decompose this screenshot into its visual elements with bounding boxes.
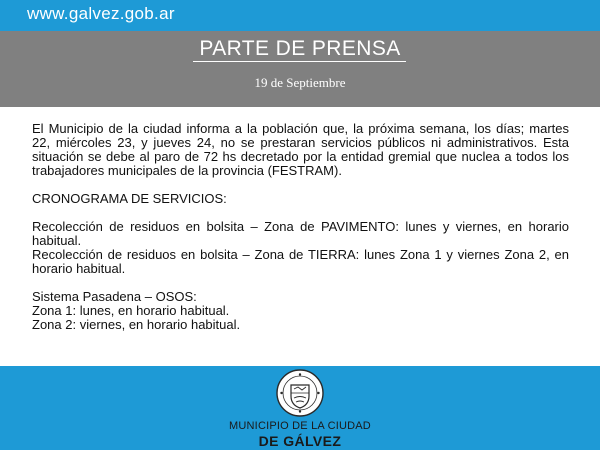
municipal-seal-icon	[275, 368, 325, 418]
footer	[0, 366, 600, 450]
press-release-body	[32, 122, 569, 332]
page-title: PARTE DE PRENSA	[199, 37, 401, 60]
footer-city-name: DE GÁLVEZ	[258, 433, 342, 449]
zone-item-1: Zona 1: lunes, en horario habitual.	[32, 303, 230, 318]
title-underline	[193, 61, 406, 62]
footer-municipality-line: MUNICIPIO DE LA CIUDAD	[229, 420, 371, 432]
spacer	[32, 206, 569, 220]
site-url[interactable]: www.galvez.gob.ar	[27, 4, 175, 23]
zone-item-2: Zona 2: viernes, en horario habitual.	[32, 317, 241, 332]
spacer	[32, 178, 569, 192]
header-band	[0, 31, 600, 107]
schedule-heading: CRONOGRAMA DE SERVICIOS:	[32, 191, 227, 206]
schedule-item-tierra: Recolección de residuos en bolsita – Zona de TIERRA: lunes Zona 1 y viernes Zona 2, en horario habitual.	[32, 247, 569, 276]
spacer	[32, 276, 569, 290]
schedule-item-pavimento: Recolección de residuos en bolsita – Zona de PAVIMENTO: lunes y viernes, en horario habitual.	[32, 219, 569, 248]
system-heading: Sistema Pasadena – OSOS:	[32, 289, 197, 304]
top-bar	[0, 0, 600, 31]
intro-paragraph: El Municipio de la ciudad informa a la población que, la próxima semana, los días; martes 22, miércoles 23, y jueves 24, no se prestaran servicios públicos ni administrativos. Esta situación se debe al paro de 72 hs decretado por la entidad gremial que nuclea a todos los trabajadores municipales de la provincia (FESTRAM).	[32, 121, 569, 178]
publication-date: 19 de Septiembre	[254, 75, 346, 90]
